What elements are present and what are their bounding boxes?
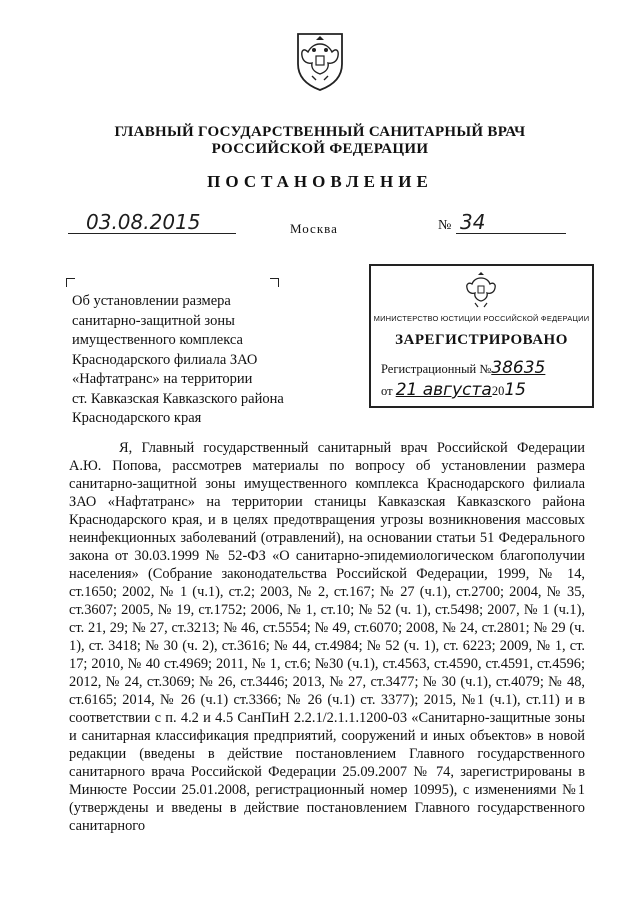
document-body: [69, 439, 585, 835]
registration-stamp: [369, 264, 594, 408]
stamp-emblem-icon: [463, 272, 499, 312]
issuer-country: РОССИЙСКОЙ ФЕДЕРАЦИИ: [211, 141, 429, 157]
stamp-ministry: МИНИСТЕРСТВО ЮСТИЦИИ РОССИЙСКОЙ ФЕДЕРАЦИИ: [373, 314, 590, 323]
subject-line: Краснодарского края: [72, 410, 202, 426]
issuer-title: ГЛАВНЫЙ ГОСУДАРСТВЕННЫЙ САНИТАРНЫЙ ВРАЧ: [114, 124, 526, 140]
stamp-reg-date: 21 августа: [395, 380, 492, 400]
subject-line: имущественного комплекса: [72, 332, 243, 348]
subject-line: санитарно-защитной зоны: [72, 312, 235, 329]
stamp-date-row: [381, 380, 526, 400]
subject-line: Об установлении размера: [72, 293, 231, 309]
subject-line: ст. Кавказская Кавказского района: [72, 390, 284, 407]
stamp-reg-label: Регистрационный №: [381, 362, 492, 376]
document-type: ПОСТАНОВЛЕНИЕ: [207, 172, 433, 191]
subject-line: Краснодарского филиала ЗАО: [72, 351, 258, 368]
subject-line: «Нафтатранс» на территории: [72, 371, 253, 387]
coat-of-arms-icon: [292, 30, 348, 92]
stamp-from-label: от: [381, 384, 393, 398]
document-date: 03.08.2015: [68, 210, 236, 234]
body-paragraph: Я, Главный государственный санитарный врач Российской Федерации А.Ю. Попова, рассмотрев материалы по вопросу об установлении размера санитарно-защитной зоны имущественного комплекса Краснодарского филиала ЗАО «Нафтатранс» на территории станицы Кавказская Кавказского района Краснодарского края, и в целях предотвращения угрозы возникновения массовых неинфекционных заболеваний (отравлений), на основании статьи 51 Федерального закона от 30.03.1999 № 52-ФЗ «О санитарно-эпидемиологическом благополучии населения» (Собрание законодательства Российской Федерации, 1999, № 14, ст.1650; 2002, № 1 (ч.1), ст.2; 2003, № 2, ст.167; № 27 (ч.1), ст.2700; 2004, № 35, ст.3607; 2005, № 19, ст.1752; 2006, № 1, ст.10; № 52 (ч. 1), ст.5498; 2007, № 1 (ч.1), ст. 21, 29; № 27, ст.3213; № 46, ст.5554; № 49, ст.6070; 2008, № 24, ст.2801; № 29 (ч. 1), ст. 3418; № 30 (ч. 2), ст.3616; № 44, ст.4984; № 52 (ч. 1), ст. 6223; 2009, № 1, ст. 17; 2010, № 40 ст.4969; 2011, № 1, ст.6; №30 (ч.1), ст.4563, ст.4590, ст.4591, ст.4596; 2012, № 24, ст.3069; № 26, ст.3446; 2013, № 27, ст.3477; № 30 (ч.1), ст.4079; № 48, ст.6165; 2014, № 26 (ч.1) ст.3366; № 26 (ч.1) ст. 3377); 2015, №1 (ч.1), ст.11) и в соответствии с п. 4.2 и 4.5 СанПиН 2.2.1/2.1.1.1200-03 «Санитарно-защитные зоны и санитарная классификация предприятий, сооружений и иных объектов» в новой редакции (введены в действие постановлением Главного государственного санитарного врача Российской Федерации 25.09.2007 № 74, зарегистрированы в Минюсте России 25.01.2008, регистрационный номер 10995), с изменениями №1 (утверждены и введены в действие постановлением Главного государственного санитарного: [69, 440, 585, 834]
stamp-reg-number: 38635: [491, 358, 546, 378]
bracket-right: [270, 278, 279, 287]
document-subject: [72, 292, 282, 429]
city: Москва: [290, 221, 338, 236]
stamp-reg-row: [381, 358, 545, 378]
number-label: №: [438, 218, 452, 233]
bracket-left: [66, 278, 75, 287]
stamp-year-hand: 15: [504, 380, 526, 400]
document-number: 34: [456, 210, 566, 234]
stamp-registered: ЗАРЕГИСТРИРОВАНО: [395, 332, 568, 348]
stamp-year-prefix: 20: [491, 384, 505, 398]
